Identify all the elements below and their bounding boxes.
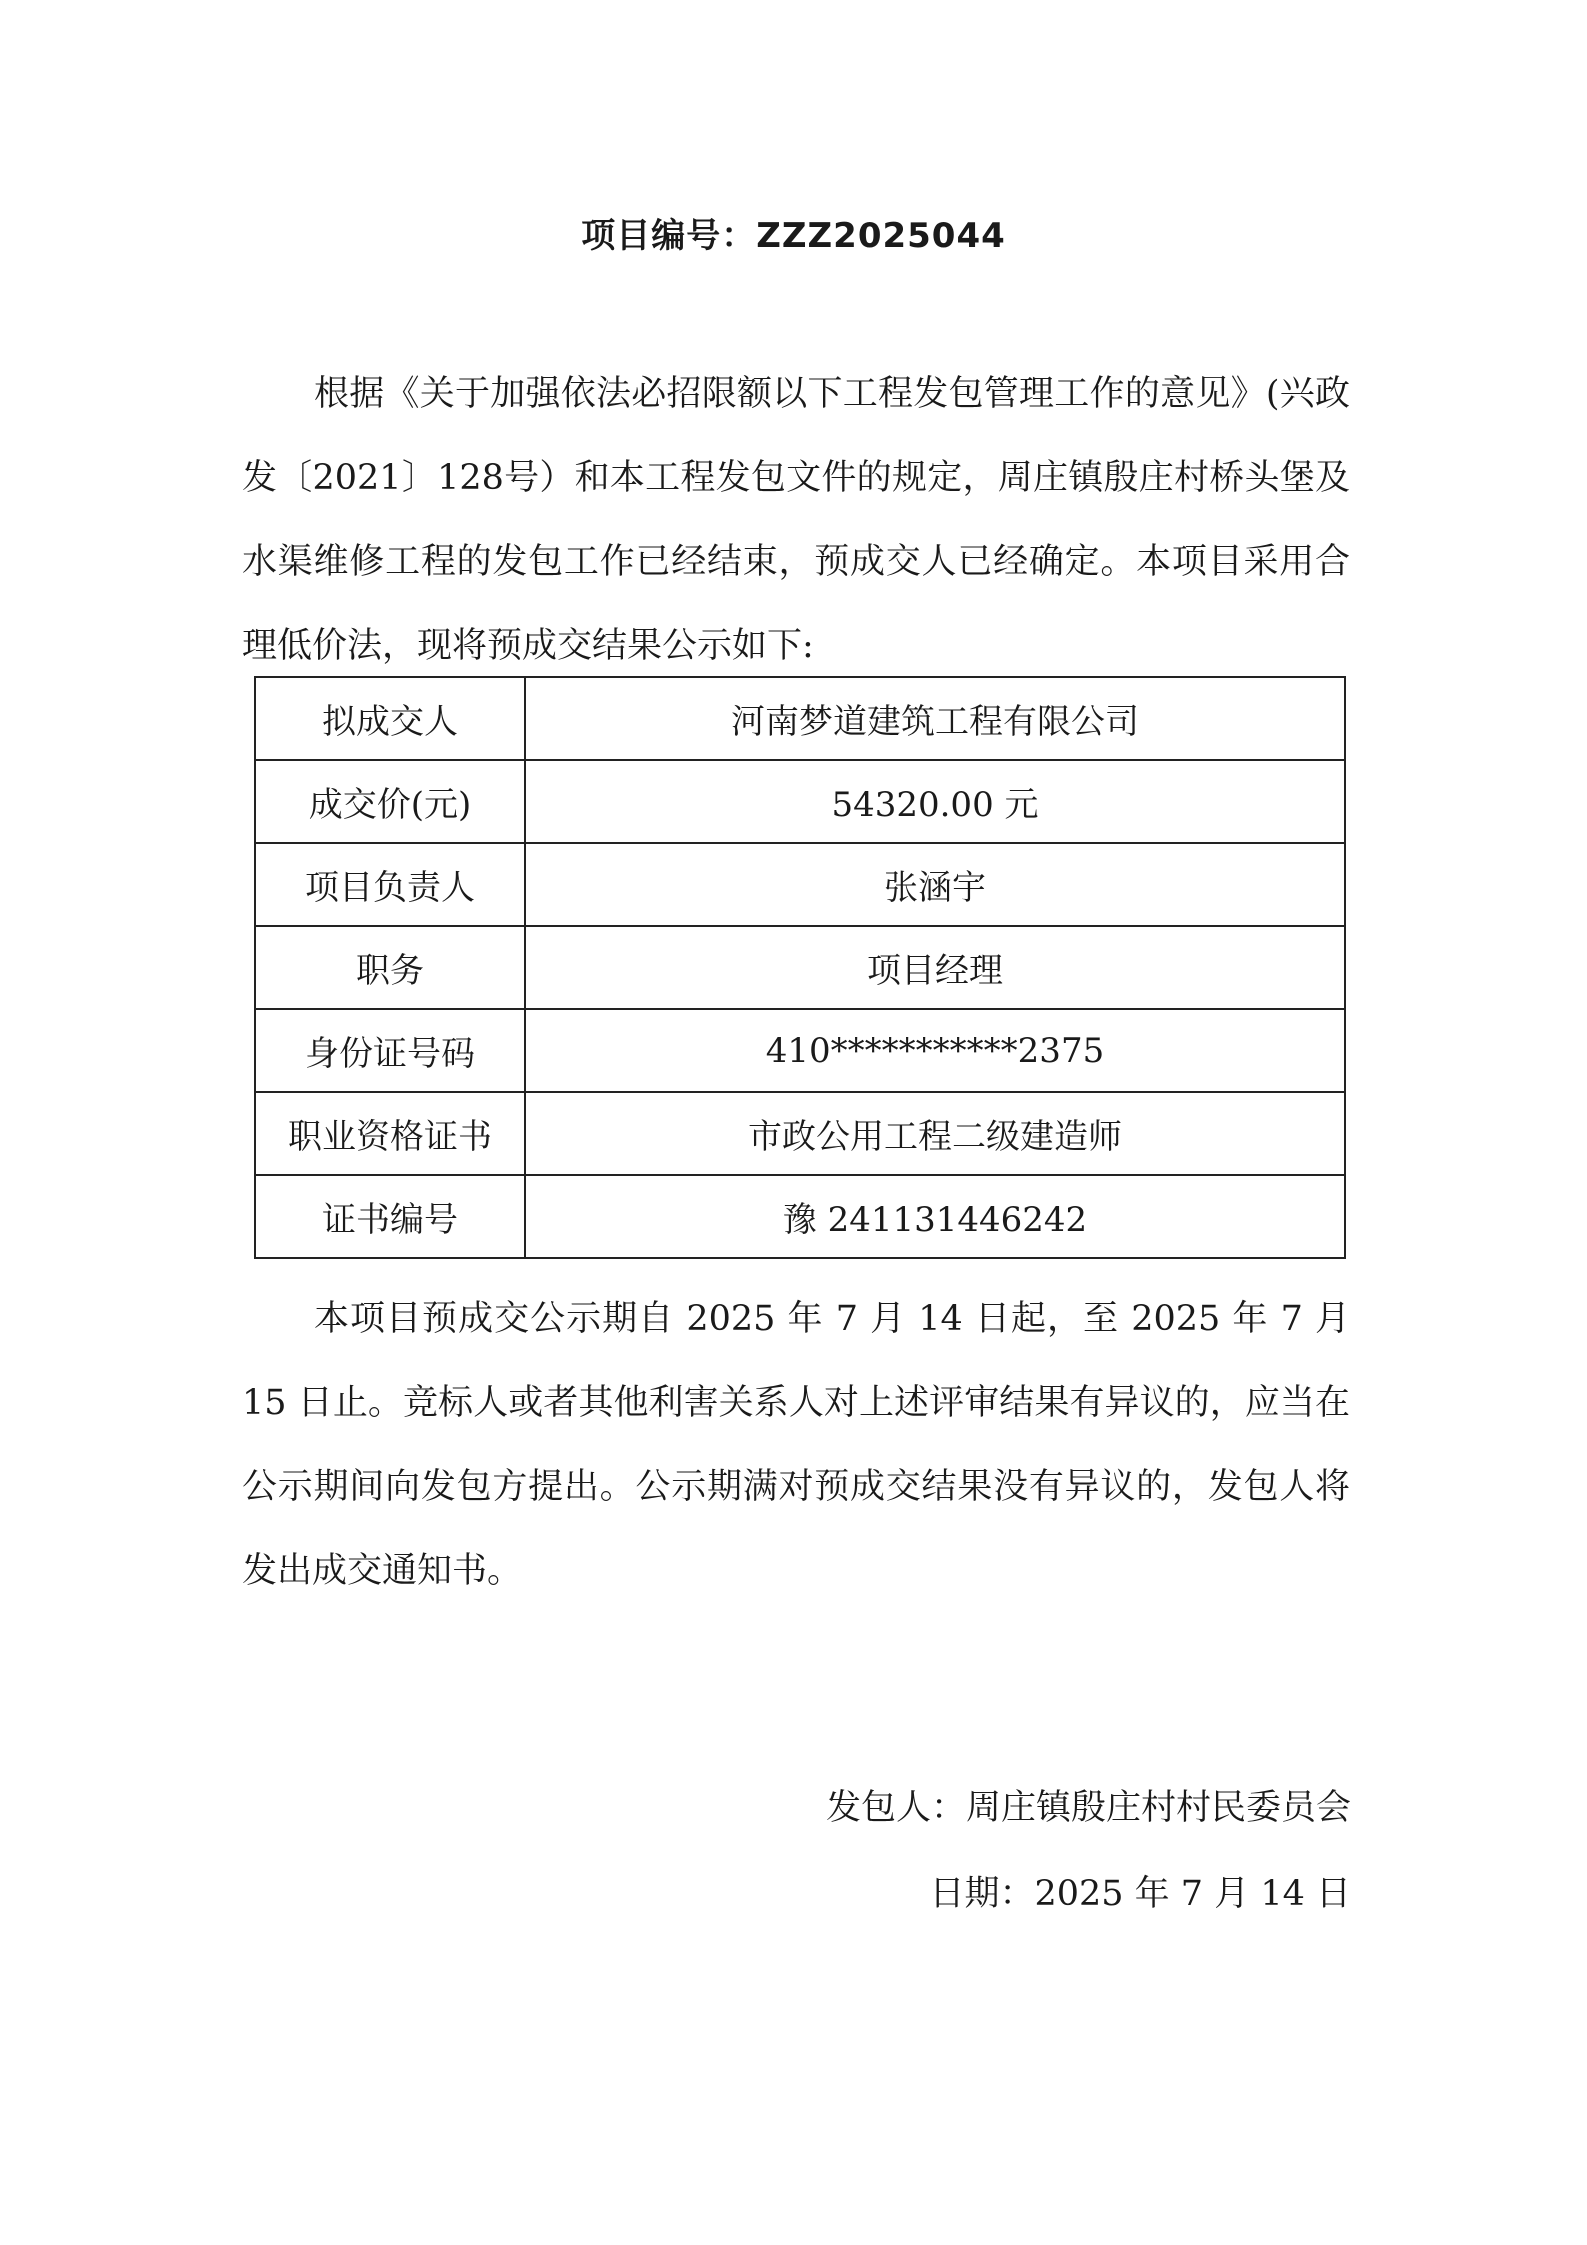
row-value: 54320.00 元 [525,760,1345,843]
issuer-signature: 发包人：周庄镇殷庄村村民委员会 [825,1788,1351,1828]
row-key: 项目负责人 [255,843,525,926]
row-value: 河南梦道建筑工程有限公司 [525,677,1345,760]
row-value: 410***********2375 [525,1009,1345,1092]
table-row [255,1092,1345,1175]
row-value: 张涵宇 [525,843,1345,926]
row-key: 拟成交人 [255,677,525,760]
table-row [255,843,1345,926]
table-row [255,677,1345,760]
row-key: 成交价(元) [255,760,525,843]
row-value: 豫 241131446242 [525,1175,1345,1258]
row-key: 职业资格证书 [255,1092,525,1175]
row-key: 身份证号码 [255,1009,525,1092]
project-number: 项目编号：ZZZ2025044 [581,216,1006,256]
row-key: 职务 [255,926,525,1009]
table-row [255,1175,1345,1258]
notice-paragraph: 本项目预成交公示期自 2025 年 7 月 14 日起，至 2025 年 7 月 15 日止。竞标人或者其他利害关系人对上述评审结果有异议的，应当在公示期间向发包方提出。公示期满对预成交结果没有异议的，发包人将发出成交通知书。 [242,1299,1350,1591]
row-value: 市政公用工程二级建造师 [525,1092,1345,1175]
intro-paragraph: 根据《关于加强依法必招限额以下工程发包管理工作的意见》(兴政发〔2021〕128号）和本工程发包文件的规定，周庄镇殷庄村桥头堡及水渠维修工程的发包工作已经结束，预成交人已经确定。本项目采用合理低价法，现将预成交结果公示如下: [242,374,1350,666]
row-value: 项目经理 [525,926,1345,1009]
table-row [255,1009,1345,1092]
issue-date: 日期：2025 年 7 月 14 日 [929,1874,1351,1914]
table-row [255,926,1345,1009]
table-row [255,760,1345,843]
result-table [254,676,1346,1259]
row-key: 证书编号 [255,1175,525,1258]
